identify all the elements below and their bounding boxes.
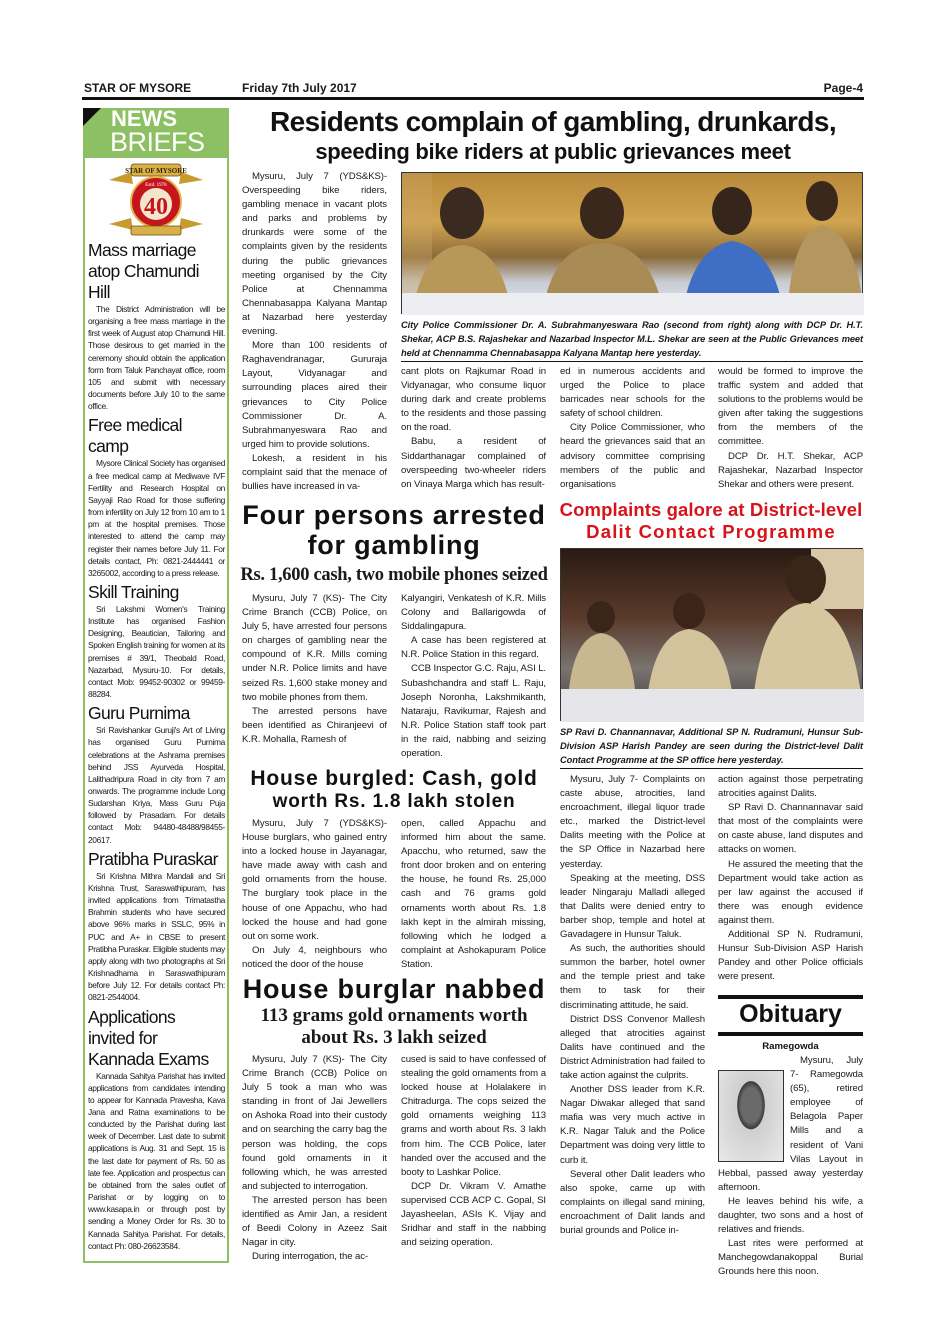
brief-item [88, 240, 225, 412]
article-paragraph: The arrested persons have been identified as Chiranjeevi of K.R. Mohalla, Ramesh of [242, 705, 387, 745]
gambling-subhead: Rs. 1,600 cash, two mobile phones seized [240, 565, 548, 585]
article-paragraph: Several other Dalit leaders who also spoke, came up with complaints on illegal sand mining, encroachment of Dalit lands and burial grounds and Police in- [560, 1168, 705, 1236]
brief-body: Sri Krishna Mithra Mandali and Sri Krishna Trust, Saraswathipuram, has invited applications from Trimatastha Brahmin students who have secured above 96% marks in SSLC, 95% in PUC and A+ in CBSE to present Pratibha Puraskar. Eligible students may apply along with two photographs at Sri Krishnadhama in Saraswathipuram before July 12. For details contact Ph: 0821-2544004. [88, 870, 225, 1003]
lead-column-3 [560, 365, 705, 493]
gambling-headline-line-2: for gambling [307, 530, 481, 560]
lead-column-4 [718, 365, 863, 493]
article-paragraph: Mysuru, July 7 (KS)- The City Crime Branch (CCB) Police, on July 5, have arrested four persons on charges of gambling near the compound of K.R. Mills coming under N.R. Police limits and have seized Rs. 1,600 stake money and two mobile phones from them. [242, 593, 387, 703]
article-paragraph: On July 4, neighbours who noticed the door of the house [242, 944, 387, 970]
dalit-column-1 [560, 773, 705, 1267]
lead-headline: Residents complain of gambling, drunkards, [270, 106, 836, 137]
brief-title: Pratibha Puraskar [88, 848, 218, 869]
article-paragraph: As such, the authorities should summon the barber, hotel owner and the temple priest and take them to task for their discriminating attitude, he said. [560, 943, 705, 1011]
lead-subhead: speeding bike riders at public grievances meet [315, 139, 791, 164]
article-paragraph: District DSS Convenor Mallesh alleged that atrocities against Dalits have continued and the District Administration had failed to take action against the culprits. [560, 1013, 705, 1081]
brief-item [88, 415, 225, 579]
burgled-column-1 [242, 817, 387, 973]
article-paragraph: ed in numerous accidents and urged the Police to place barricades near schools for the safety of school children. [560, 366, 705, 420]
article-paragraph: Additional SP N. Rudramuni, Hunsur Sub-Division ASP Harish Pandey and other Police officials were present. [718, 929, 863, 983]
nabbed-subhead-line-2: about Rs. 3 lakh seized [301, 1027, 487, 1048]
obituary-paragraph: Mysuru, July 7- Ramegowda (65), retired employee of Belagola Paper Mills and a resident of Vani Vilas Layout in Hebbal, passed away yesterday afternoon. [718, 1055, 863, 1193]
obituary-paragraph: Last rites were performed at Manchegowdanakoppal Burial Grounds here this noon. [718, 1238, 863, 1278]
dalit-column-2 [718, 773, 863, 985]
brief-body: Kannada Sahitya Parishat has invited applications from candidates intending to appear for Kannada Pravesha, Kava Jana and Ratna examinations to be conducted by the Parishat during last week of December. Last date to submit applications is Aug. 31 and Sept. 15 is the last date for payment of Rs. 50 as late fee. Application and prospectus can be obtained from the sales outlet of Parishat or by logging on to www.kasapa.in or through post by sending a Money Order for Rs. 30 to Kannada Sahitya Parishat. For details, contact Ph: 080-26623584. [88, 1070, 225, 1251]
article-paragraph: CCB Inspector G.C. Raju, ASI L. Subashchandra and staff L. Raju, Joseph Noronha, Lakshmikanth, Nataraju, Ravikumar, Rajesh and N.R. Police Station staff took part in the raid, nabbing and seizing operation. [401, 663, 546, 760]
article-paragraph: A case has been registered at N.R. Police Station in this regard. [401, 635, 546, 661]
article-paragraph: Kalyangiri, Venkatesh of K.R. Mills Colony and Ballarigowda of Siddalingapura. [401, 593, 546, 633]
burgled-column-2 [401, 817, 546, 973]
article-paragraph: would be formed to improve the traffic system and added that solutions to the problems would be given after taking the suggestions from the members of the committee. [718, 366, 863, 448]
corner-triangle-icon [83, 108, 101, 126]
article-paragraph: He assured the meeting that the Department would take action as per law against the accused if there was enough evidence against them. [718, 858, 863, 926]
anniversary-logo [103, 162, 209, 240]
svg-text:Estd. 1978: Estd. 1978 [145, 183, 167, 188]
article-paragraph: During interrogation, the ac- [252, 1251, 369, 1263]
gambling-column-2 [401, 592, 546, 762]
svg-text:STAR OF MYSORE: STAR OF MYSORE [125, 167, 187, 175]
brief-body: Mysore Clinical Society has organised a free medical camp at Mediwave IVF Fertility and Research Hospital on Sayyaji Rao Road for those suffering from infertility on July 12 from 10 am to 1 pm at the hospital premises. Those interested to attend the camp may register their names before July 11. For details contact, Ph: 0821-2444441 or 3265002, according to a press release. [88, 458, 225, 578]
obituary-portrait [718, 1070, 784, 1162]
dalit-photo-caption: SP Ravi D. Channannavar, Additional SP N. Rudramuni, Hunsur Sub-Division ASP Harish Pandey are seen during the District-level Dalit Contact Programme at the SP office here yesterday. [560, 725, 863, 769]
obituary-body [718, 1054, 863, 1278]
article-paragraph: Lokesh, a resident in his complaint said that the menace of bullies have increased in va- [242, 452, 387, 493]
lead-column-2 [401, 365, 546, 493]
article-paragraph: action against those perpetrating atrocities against Dalits. [718, 774, 863, 800]
dalit-photo [560, 548, 863, 721]
article-paragraph: Mysuru, July 7 (KS)- The City Crime Branch (CCB) Police on July 5 took a man who was standing in front of Jai Jewellers on Ashoka Road into their custody and on searching the carry bag the person was holding, the cops found gold ornaments in it following which, he was arrested and subjected to interrogation. [242, 1054, 387, 1192]
article-paragraph: DCP Dr. H.T. Shekar, ACP Rajashekar, Nazarbad Inspector Shekar and others were present. [718, 450, 863, 490]
brief-title: Mass marriage atop Chamundi Hill [88, 240, 199, 302]
issue-date: Friday 7th July 2017 [242, 81, 357, 95]
dalit-headline-line-2: Dalit Contact Programme [586, 521, 836, 542]
article-paragraph: Mysuru, July 7 (YDS&KS)- House burglars, who gained entry into a locked house in Jayanagar, have made away with cash and gold ornaments from the house. The burglary took place in the house of one Appachu, who had locked the house and had gone out on some work. [242, 818, 387, 942]
article-paragraph: More than 100 residents of Raghavendranagar, Gururaja Layout, Vidyanagar and surrounding places aired their grievances to City Police Commissioner Dr. A. Subrahmanyeswara Rao and urged him to provide solutions. [242, 340, 387, 450]
nabbed-subhead-line-1: 113 grams gold ornaments worth [260, 1005, 528, 1026]
article-paragraph: Another DSS leader from K.R. Nagar Diwakar alleged that sand mafia was very much active in K.R. Nagar Taluk and the Police Department was doing very little to curb it. [560, 1084, 705, 1166]
nabbed-column-2 [401, 1053, 546, 1267]
article-paragraph: Babu, a resident of Siddarthanagar complained of overspeeding two-wheeler riders on Vinaya Marga which has result- [401, 436, 546, 490]
article-paragraph: Mysuru, July 7 (YDS&KS)- Overspeeding bike riders, gambling menace in vacant plots and parks and problems by drunkards were some of the complaints given by the residents during the public grievances meeting organised by the City Police at Chennamma Chennabasappa Kalyana Mantap at Nazarbad here yesterday evening. [242, 171, 387, 338]
article-paragraph: DCP Dr. Vikram V. Amathe supervised CCB ACP C. Gopal, SI Jayasheelan, ASIs K. Vijay and Sridhar and staff in the nabbing and seizing operation. [401, 1180, 546, 1249]
nabbed-column-1 [242, 1053, 387, 1267]
brief-body: The District Administration will be organising a free mass marriage in the first week of August atop Chamundi Hill. Those desirous to get married in the ceremony should obtain the application form from Taluk Panchayat office, room 105 and submit with necessary documents before July 10 to the same office. [88, 304, 225, 412]
article-paragraph: The arrested person has been identified as Amir Jan, a resident of Beedi Colony in Azeez Sait Nagar in city. [242, 1194, 387, 1249]
gambling-headline-line-1: Four persons arrested [242, 500, 546, 530]
lead-photo-caption: City Police Commissioner Dr. A. Subrahmanyeswara Rao (second from right) along with DCP Dr. H.T. Shekar, ACP B.S. Rajashekar and Nazarbad Inspector M.L. Shekar are seen at the Public Grievances meet held at Chennamma Chennabasappa Kalyana Mantap here yesterday. [401, 318, 863, 362]
obituary-title: Obituary [739, 1000, 842, 1028]
article-paragraph: Speaking at the meeting, DSS leader Ningaraju Malladi alleged that Dalits were denied entry to barber shop, temple and hotel at Gavadagere in Hunsur Taluk. [560, 872, 705, 941]
paper-name: STAR OF MYSORE [84, 81, 192, 95]
brief-title: Applications invited for Kannada Exams [88, 1006, 209, 1069]
brief-title: Skill Training [88, 581, 179, 602]
brief-item [88, 849, 225, 1004]
article-paragraph: cused is said to have confessed of stealing the gold ornaments from a locked house at Holalakere in Chitradurga. The cops seized the gold ornaments weighing 113 grams and worth about Rs. 3 lakh from him. The CCB Police, later handed over the accused and the booty to Lashkar Police. [401, 1054, 546, 1178]
article-paragraph: Mysuru, July 7- Complaints on caste abuse, atrocities, land encroachment, illegal liquor trade etc., marked the District-level Dalits meeting with the Police at the SP Office in Nazarbad here yesterday. [560, 774, 705, 870]
masthead-rule [82, 97, 864, 100]
brief-item [88, 703, 225, 846]
brief-item [88, 1007, 225, 1252]
nabbed-headline: House burglar nabbed [242, 974, 546, 1004]
brief-body: Sri Lakshmi Women's Training Institute has organised Fashion Designing, Beautician, Tailoring and Spoken English training for women at its premises # 39/1, Theobald Road, Nazarbad, Mysuru-10. For details, contact Mob: 99452-90302 or 99459-88284. [88, 603, 225, 700]
brief-item [88, 582, 225, 700]
svg-text:40: 40 [144, 194, 168, 220]
news-briefs-header [83, 108, 229, 158]
obituary-name: Ramegowda [762, 1041, 819, 1052]
article-paragraph: City Police Commissioner, who heard the grievances said that an advisory committee comprising members of the public and organisations [560, 422, 705, 490]
gambling-column-1 [242, 592, 387, 762]
news-briefs-list [88, 240, 225, 1252]
burgled-headline-line-1: House burgled: Cash, gold [250, 767, 538, 790]
article-paragraph: open, called Appachu and informed him about the same. Apacchu, who returned, saw the front door broken and on entering the house, he found Rs. 25,000 cash and 76 grams gold ornaments worth about Rs. 1.8 lakh kept in the almirah missing, following which he lodged a complaint at Ashokapuram Police Station. [401, 818, 546, 970]
article-paragraph: SP Ravi D. Channannavar said that most of the complaints were on caste abuse, land disputes and attacks on women. [718, 802, 863, 856]
obituary-paragraph: He leaves behind his wife, a daughter, two sons and a host of relatives and friends. [718, 1195, 863, 1236]
lead-photo [401, 172, 863, 314]
brief-body: Sri Ravishankar Guruji's Art of Living has organised Guru Purnima celebrations at the Ashrama premises behind JSS Ayurveda Hospital, Lalithadripura Road in city from 7 am onwards. The programme include Long Sudarshan Kriya, Mass Guru Puja followed by Prasadam. For details contact Mob: 94480-48488/98455-20617. [88, 725, 225, 845]
brief-title: Guru Purnima [88, 703, 190, 724]
page-number: Page-4 [823, 81, 863, 95]
lead-column-1 [242, 170, 387, 492]
news-briefs-title-bottom: BRIEFS [110, 127, 205, 157]
obituary-rule-bottom [718, 1032, 863, 1036]
dalit-headline-line-1: Complaints galore at District-level [559, 499, 863, 520]
news-briefs-title-top: NEWS [111, 106, 177, 131]
brief-title: Free medical camp [88, 415, 182, 457]
article-paragraph: cant plots on Rajkumar Road in Vidyanagar, who consume liquor during dark and create problems to the residents and those passing on the road. [401, 366, 546, 434]
burgled-headline-line-2: worth Rs. 1.8 lakh stolen [272, 791, 516, 812]
